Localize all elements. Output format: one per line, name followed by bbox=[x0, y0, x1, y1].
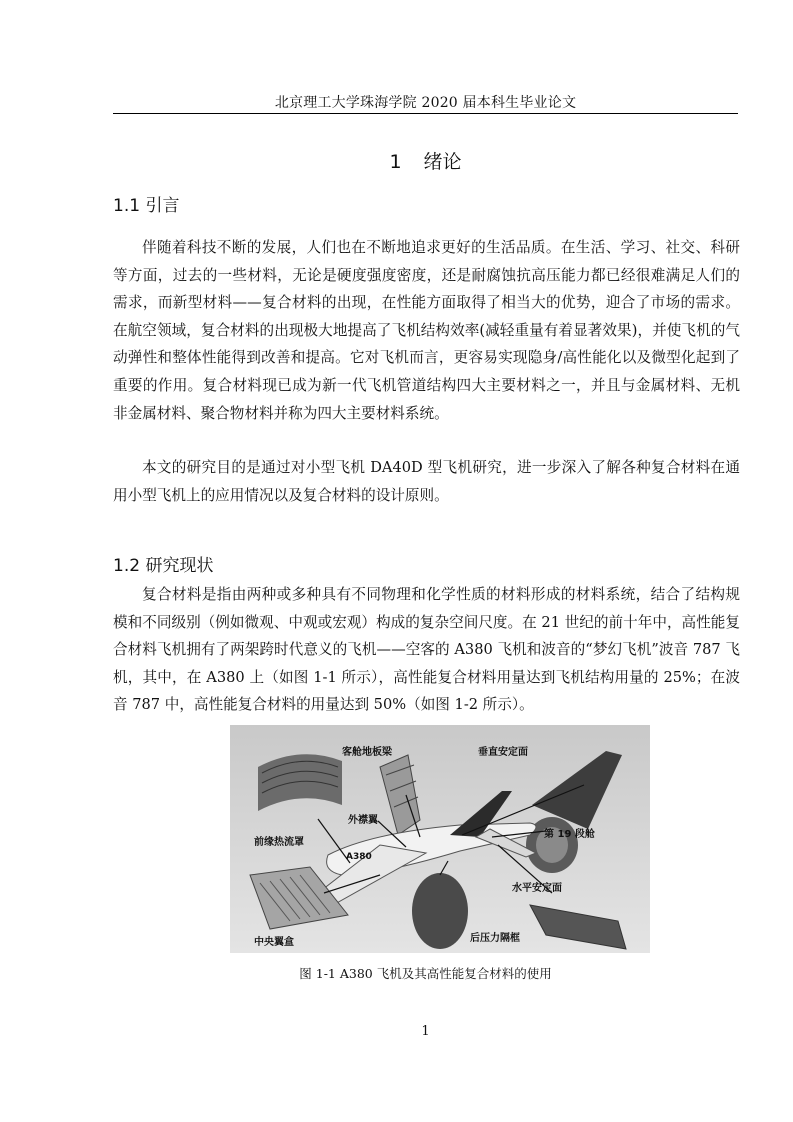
pressure-bulkhead-part bbox=[412, 873, 468, 949]
chapter-title bbox=[113, 147, 738, 174]
section-heading-status: 1.2 研究现状 bbox=[113, 556, 214, 576]
label-center-wing-box: 中央翼盒 bbox=[254, 937, 294, 948]
label-floor-beam: 客舱地板梁 bbox=[342, 747, 392, 758]
chapter-name: 绪论 bbox=[423, 151, 462, 173]
label-horizontal-stabilizer: 水平安定面 bbox=[512, 883, 562, 894]
header-rule bbox=[113, 113, 738, 114]
label-section19: 第 19 段舱 bbox=[544, 829, 595, 840]
paragraph-intro-2: 本文的研究目的是通过对小型飞机 DA40D 型飞机研究，进一步深入了解各种复合材料在通用小型飞机上的应用情况以及复合材料的设计原则。 bbox=[113, 459, 740, 504]
running-header: 北京理工大学珠海学院 2020 届本科生毕业论文 bbox=[274, 95, 577, 111]
page-number: 1 bbox=[421, 1024, 430, 1039]
section-heading-intro: 1.1 引言 bbox=[113, 196, 180, 216]
figure-a380-composites bbox=[230, 725, 650, 953]
paragraph-intro-1: 伴随着科技不断的发展，人们也在不断地追求更好的生活品质。在生活、学习、社交、科研等方面，过去的一些材料，无论是硬度强度密度，还是耐腐蚀抗高压能力都已经很难满足人们的需求，而新型材料——复合材料的出现，在性能方面取得了相当大的优势，迎合了市场的需求。在航空领域，复合材料的出现极大地提高了飞机结构效率(减轻重量有着显著效果)，并使飞机的气动弹性和整体性能得到改善和提高。它对飞机而言，更容易实现隐身/高性能化以及微型化起到了重要的作用。复合材料现已成为新一代飞机管道结构四大主要材料之一，并且与金属材料、无机非金属材料、聚合物材料并称为四大主要材料系统。 bbox=[113, 239, 740, 422]
label-pressure-bulkhead: 后压力隔框 bbox=[470, 933, 520, 944]
paragraph-status-1: 复合材料是指由两种或多种具有不同物理和化学性质的材料形成的材料系统，结合了结构规模和不同级别（例如微观、中观或宏观）构成的复杂空间尺度。在 21 世纪的前十年中，高性能复合材料飞机拥有了两架跨时代意义的飞机——空客的 A380 飞机和波音的“梦幻飞机”波音 787 飞机，其中，在 A380 上（如图 1-1 所示），高性能复合材料用量达到飞机结构用量的 25%；在波音 787 中，高性能复合材料的用量达到 50%（如图 1-2 所示）。 bbox=[113, 586, 740, 714]
fuselage-label: A380 bbox=[346, 852, 372, 862]
label-leading-edge: 前缘热流罩 bbox=[254, 837, 304, 848]
label-outer-flap: 外襟翼 bbox=[348, 815, 378, 826]
chapter-number: 1 bbox=[389, 151, 402, 173]
label-vertical-stabilizer: 垂直安定面 bbox=[478, 747, 528, 758]
figure-caption: 图 1-1 A380 飞机及其高性能复合材料的使用 bbox=[299, 966, 552, 981]
